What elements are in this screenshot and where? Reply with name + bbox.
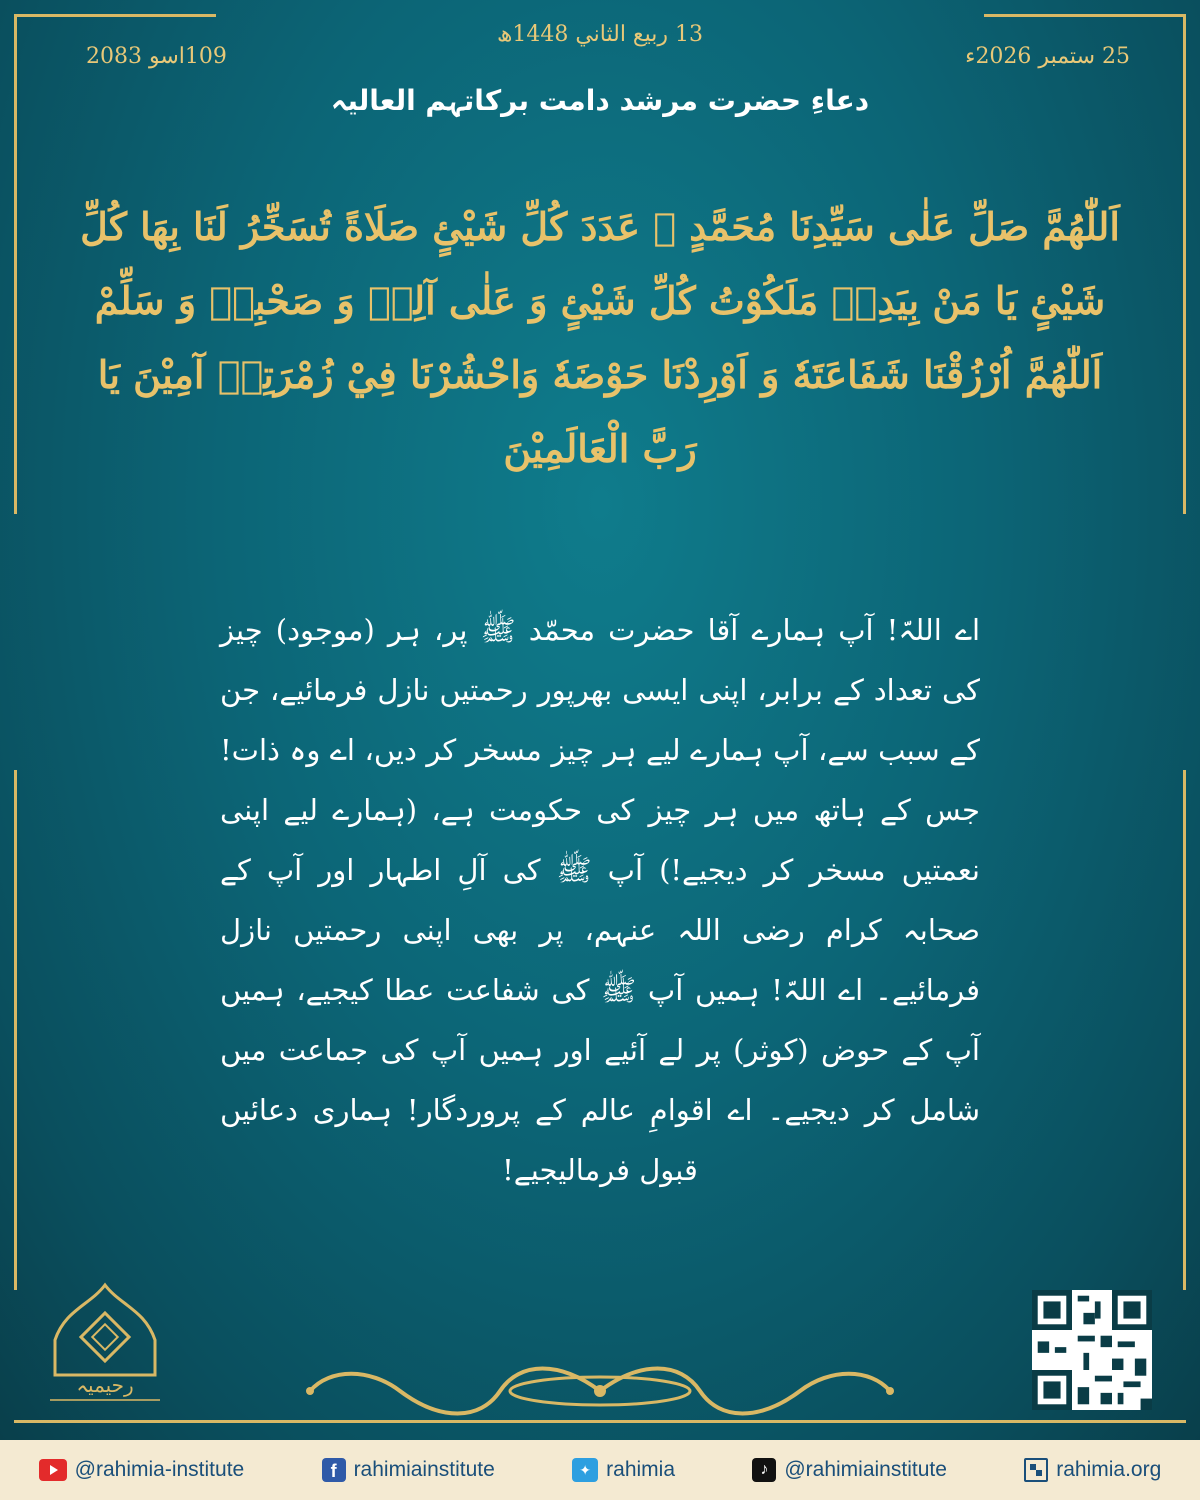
gold-ornament xyxy=(300,1356,900,1426)
youtube-handle: @rahimia-institute xyxy=(74,1458,245,1481)
issue-number: 109اسو 2083 xyxy=(86,44,227,69)
frame-bottom-right-vertical xyxy=(1183,770,1186,1290)
hijri-date: 13 ربيع الثاني 1448ھ xyxy=(496,22,704,47)
twitter-link[interactable] xyxy=(572,1458,675,1482)
arabic-dua: اَللّٰهُمَّ صَلِّ عَلٰى سَيِّدِنَا مُحَمَّدٍ ﷺ عَدَدَ كُلِّ شَيْئٍ صَلَاةً تُسَخِّرُ لَنَا بِهَا كُلِّ شَيْئٍ يَا مَنْ بِيَدِهٖ مَلَكُوْتُ كُلِّ شَيْئٍ وَ عَلٰى آلِهٖ وَ صَحْبِهٖ وَ سَلِّمْ اَللّٰهُمَّ اُرْزُقْنَا شَفَاعَتَهٗ وَ اَوْرِدْنَا حَوْضَهٗ وَاحْشُرْنَا فِيْ زُمْرَتِهٖ آمِيْنَ يَا رَبَّ الْعَالَمِيْنَ xyxy=(80,204,1120,471)
twitter-icon: ✦ xyxy=(572,1458,598,1482)
page-subtitle: دعاءِ حضرت مرشد دامت برکاتہم العالیہ xyxy=(330,84,870,117)
youtube-icon xyxy=(39,1459,67,1481)
twitter-handle: rahimia xyxy=(606,1458,675,1481)
urdu-translation: اے اللہّ! آپ ہمارے آقا حضرت محمّد ﷺ پر، ہر (موجود) چیز کی تعداد کے برابر، اپنی ایسی بھرپور رحمتیں نازل فرمائیے، جن کے سبب سے، آپ ہمارے لیے ہر چیز مسخر کر دیں، اے وہ ذات! جس کے ہاتھ میں ہر چیز کی حکومت ہے، (ہمارے لیے اپنی نعمتیں مسخر کر دیجیے!) آپ ﷺ کی آلِ اطہار اور آپ کے صحابہ کرام رضی اللہ عنہم، پر بھی اپنی رحمتیں نازل فرمائیے۔ اے اللہّ! ہمیں آپ ﷺ کی شفاعت عطا کیجیے، ہمیں آپ کے حوض (کوثر) پر لے آئیے اور ہمیں آپ کی جماعت میں شامل کر دیجیے۔ اے اقوامِ عالم کے پروردگار! ہماری دعائیں قبول فرمالیجیے! xyxy=(220,613,980,1187)
rahimia-logo xyxy=(30,1280,180,1410)
tiktok-link[interactable] xyxy=(752,1458,947,1482)
facebook-handle: rahimiainstitute xyxy=(353,1458,495,1481)
gregorian-date: 25 ستمبر 2026ء xyxy=(965,44,1130,69)
frame-bottom-left-vertical xyxy=(14,770,17,1290)
youtube-link[interactable] xyxy=(39,1458,245,1482)
website-url: rahimia.org xyxy=(1056,1458,1162,1481)
footer-social-bar xyxy=(0,1440,1200,1500)
tiktok-handle: @rahimiainstitute xyxy=(784,1458,947,1481)
logo-text: رحیمیہ xyxy=(76,1373,134,1397)
website-qr-icon xyxy=(1024,1458,1048,1482)
frame-top-left-horizontal xyxy=(14,14,216,17)
qr-code-icon[interactable] xyxy=(1032,1290,1152,1410)
website-link[interactable] xyxy=(1024,1458,1161,1482)
tiktok-icon: ♪ xyxy=(752,1458,776,1482)
facebook-icon: f xyxy=(322,1458,346,1482)
frame-top-right-horizontal xyxy=(984,14,1186,17)
facebook-link[interactable] xyxy=(322,1458,495,1482)
